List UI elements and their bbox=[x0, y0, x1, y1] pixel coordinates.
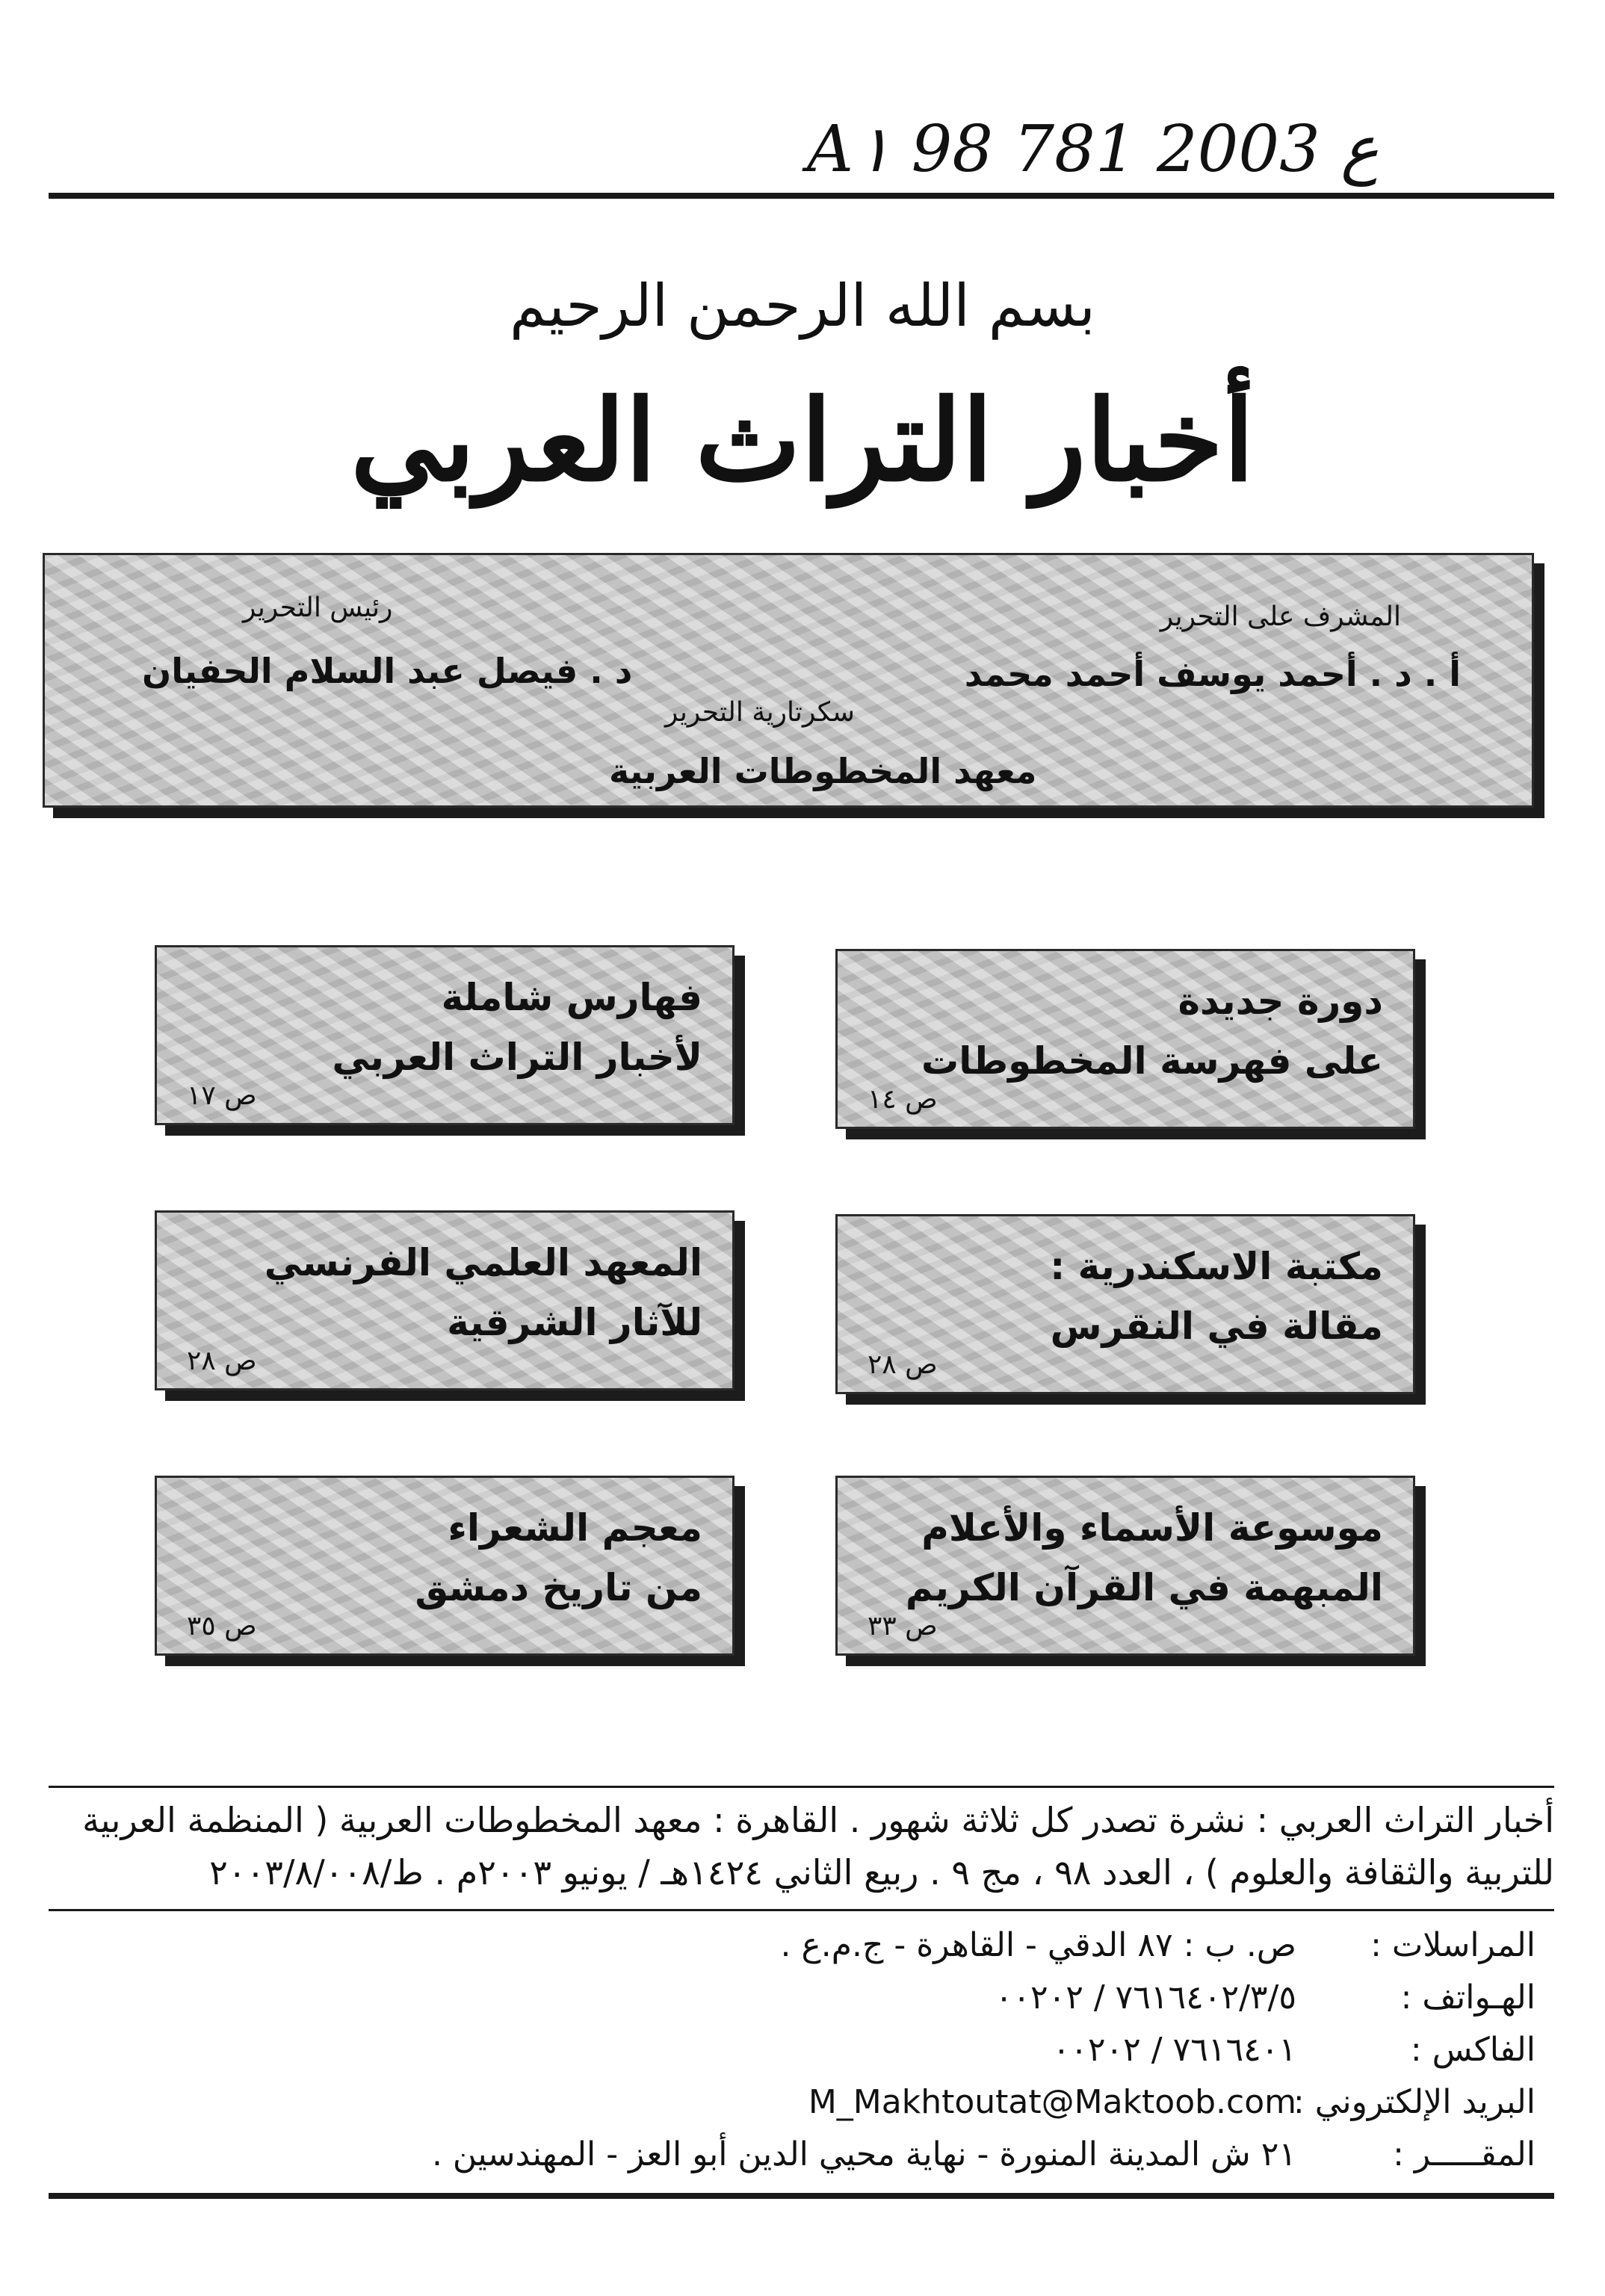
contact-row bbox=[49, 2031, 1536, 2077]
contact-value: ٢١ ش المدينة المنورة - نهاية محيي الدين أبو العز - المهندسين . bbox=[431, 2135, 1296, 2173]
editorial-board-box bbox=[43, 553, 1534, 808]
article-page-ref: ص ٣٣ bbox=[868, 1611, 938, 1641]
contact-label: الهـواتف : bbox=[1400, 1978, 1536, 2017]
contact-label: المراسلات : bbox=[1370, 1926, 1536, 1964]
article-page-ref: ص ٣٥ bbox=[187, 1611, 257, 1641]
article-box bbox=[155, 1210, 735, 1390]
contact-label: البريد الإلكتروني : bbox=[1293, 2083, 1536, 2121]
article-subtitle: لأخبار التراث العربي bbox=[332, 1036, 702, 1079]
imprint-line: أخبار التراث العربي : نشرة تصدر كل ثلاثة شهور . القاهرة : معهد المخطوطات العربية ( المنظمة العربية bbox=[82, 1800, 1554, 1840]
bottom-divider bbox=[49, 2193, 1554, 2199]
article-page-ref: ص ٢٨ bbox=[187, 1346, 257, 1376]
contact-row bbox=[49, 1978, 1536, 2025]
imprint-bottom-rule bbox=[49, 1909, 1554, 1911]
secretariat-label: سكرتارية التحرير bbox=[665, 697, 855, 728]
editor-in-chief-label: رئيس التحرير bbox=[243, 592, 393, 623]
article-box bbox=[835, 949, 1415, 1129]
top-divider bbox=[49, 193, 1554, 199]
article-title: مكتبة الاسكندرية : bbox=[1050, 1245, 1383, 1288]
article-subtitle: من تاريخ دمشق bbox=[415, 1566, 702, 1609]
article-box bbox=[835, 1476, 1415, 1656]
contact-row bbox=[49, 1926, 1536, 1972]
imprint-top-rule bbox=[49, 1786, 1554, 1788]
masthead-title: أخبار التراث العربي bbox=[350, 375, 1255, 507]
contact-row bbox=[49, 2083, 1536, 2129]
contact-label: المقـــــر : bbox=[1393, 2135, 1536, 2173]
editor-in-chief-name: د . فيصل عبد السلام الحفيان bbox=[142, 651, 633, 691]
supervisor-name: أ . د . أحمد يوسف أحمد محمد bbox=[964, 654, 1461, 694]
basmala: بسم الله الرحمن الرحيم bbox=[510, 273, 1095, 340]
article-title: موسوعة الأسماء والأعلام bbox=[921, 1506, 1383, 1550]
article-title: معجم الشعراء bbox=[448, 1506, 702, 1550]
article-title: دورة جديدة bbox=[1178, 980, 1383, 1023]
article-box bbox=[155, 945, 735, 1125]
contact-value: ص. ب : ٨٧ الدقي - القاهرة - ج.م.ع . bbox=[780, 1926, 1296, 1964]
article-title: فهارس شاملة bbox=[441, 976, 702, 1019]
contact-row bbox=[49, 2135, 1536, 2182]
article-page-ref: ص ١٧ bbox=[187, 1080, 257, 1111]
article-subtitle: على فهرسة المخطوطات bbox=[921, 1039, 1383, 1083]
handwritten-reference: A١ 98 ع 2003 781 bbox=[807, 112, 1379, 187]
article-page-ref: ص ٢٨ bbox=[868, 1349, 938, 1380]
article-page-ref: ص ١٤ bbox=[868, 1084, 938, 1115]
contact-value: ٧٦١٦٤٠١ / ٠٠٢٠٢ bbox=[1052, 2031, 1296, 2069]
imprint-line: للتربية والثقافة والعلوم ) ، العدد ٩٨ ، مج ٩ . ربيع الثاني ١٤٢٤هـ / يونيو ٢٠٠٣م . ط/٢٠٠٣/٨/٠٠٨ bbox=[209, 1852, 1554, 1893]
article-subtitle: المبهمة في القرآن الكريم bbox=[905, 1566, 1383, 1609]
contact-value: ٧٦١٦٤٠٢/٣/٥ / ٠٠٢٠٢ bbox=[995, 1978, 1296, 2017]
article-title: المعهد العلمي الفرنسي bbox=[264, 1241, 702, 1284]
secretariat-name: معهد المخطوطات العربية bbox=[609, 751, 1037, 791]
article-subtitle: مقالة في النقرس bbox=[1050, 1305, 1383, 1348]
article-box bbox=[835, 1214, 1415, 1394]
contact-label: الفاكس : bbox=[1410, 2031, 1536, 2069]
supervisor-label: المشرف على التحرير bbox=[1160, 601, 1401, 632]
article-subtitle: للآثار الشرقية bbox=[447, 1301, 702, 1344]
article-box bbox=[155, 1476, 735, 1656]
email-link[interactable]: M_Makhtoutat@Maktoob.com bbox=[808, 2083, 1296, 2121]
